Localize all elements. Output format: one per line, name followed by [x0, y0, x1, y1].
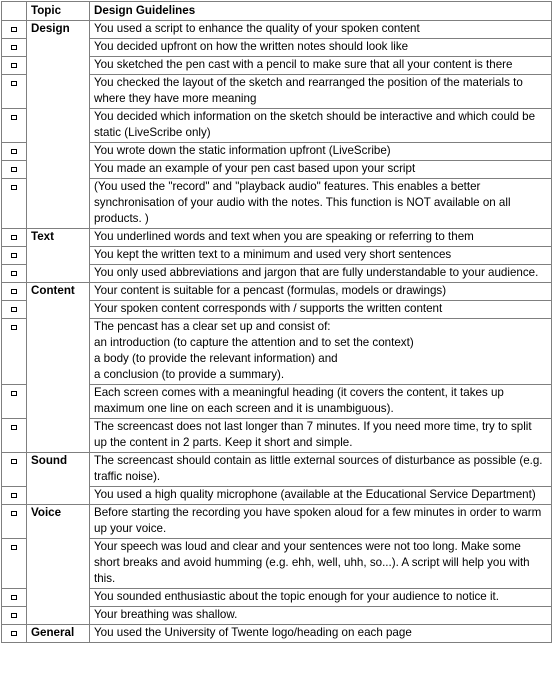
checkbox[interactable] [11, 45, 17, 50]
guideline-row [2, 229, 552, 247]
checkbox[interactable] [11, 595, 17, 600]
guideline-text [90, 607, 552, 625]
guideline-line: Your content is suitable for a pencast (formulas, models or drawings) [94, 284, 447, 297]
checkbox-cell [2, 283, 27, 301]
checkbox[interactable] [11, 253, 17, 258]
guideline-row [2, 75, 552, 109]
topic-cell [27, 75, 90, 109]
topic-cell: General [27, 625, 90, 643]
checkbox-cell [2, 179, 27, 229]
guideline-line: The screencast does not last longer than 7 minutes. If you need more time, try to split up the content in 2 parts. Keep it short and simple. [94, 420, 532, 449]
checkbox-cell [2, 57, 27, 75]
guideline-text [90, 419, 552, 453]
checkbox-cell [2, 487, 27, 505]
guideline-row [2, 319, 552, 385]
guideline-row [2, 247, 552, 265]
checkbox-cell [2, 229, 27, 247]
guideline-text [90, 319, 552, 385]
checkbox-cell [2, 385, 27, 419]
guideline-line: a conclusion (to provide a summary). [94, 368, 285, 381]
guideline-text [90, 487, 552, 505]
topic-cell [27, 57, 90, 75]
topic-cell: Design [27, 21, 90, 39]
checkbox-cell [2, 419, 27, 453]
checkbox-cell [2, 265, 27, 283]
checkbox[interactable] [11, 81, 17, 86]
header-row [2, 2, 552, 21]
guideline-line: You underlined words and text when you are speaking or referring to them [94, 230, 474, 243]
checkbox[interactable] [11, 511, 17, 516]
guideline-row [2, 161, 552, 179]
checkbox[interactable] [11, 63, 17, 68]
topic-cell [27, 109, 90, 143]
checkbox-cell [2, 625, 27, 643]
checkbox-cell [2, 39, 27, 57]
checkbox-cell [2, 161, 27, 179]
guideline-line: You made an example of your pen cast based upon your script [94, 162, 416, 175]
guideline-text [90, 265, 552, 283]
guideline-line: You checked the layout of the sketch and rearranged the position of the materials to where they have more meaning [94, 76, 523, 105]
guideline-line: Your breathing was shallow. [94, 608, 238, 621]
topic-cell: Sound [27, 453, 90, 487]
guideline-text [90, 247, 552, 265]
topic-cell [27, 539, 90, 589]
guideline-text [90, 539, 552, 589]
guideline-line: Each screen comes with a meaningful heading (it covers the content, it takes up maximum one line on each screen and it is unambiguous). [94, 386, 504, 415]
guideline-row [2, 265, 552, 283]
guideline-row [2, 625, 552, 643]
guideline-line: The pencast has a clear set up and consist of: [94, 320, 331, 333]
guideline-line: You only used abbreviations and jargon that are fully understandable to your audience. [94, 266, 539, 279]
header-check-cell [2, 2, 27, 21]
checkbox[interactable] [11, 493, 17, 498]
topic-cell [27, 385, 90, 419]
checkbox[interactable] [11, 425, 17, 430]
checkbox-cell [2, 21, 27, 39]
checkbox[interactable] [11, 27, 17, 32]
checkbox[interactable] [11, 391, 17, 396]
guideline-line: You wrote down the static information upfront (LiveScribe) [94, 144, 391, 157]
topic-cell [27, 247, 90, 265]
guideline-row [2, 607, 552, 625]
guideline-text [90, 589, 552, 607]
checkbox[interactable] [11, 613, 17, 618]
checkbox[interactable] [11, 235, 17, 240]
checkbox[interactable] [11, 149, 17, 154]
guideline-line: You used the University of Twente logo/heading on each page [94, 626, 412, 639]
guideline-row [2, 39, 552, 57]
checkbox[interactable] [11, 271, 17, 276]
guideline-line: Before starting the recording you have spoken aloud for a few minutes in order to warm up your voice. [94, 506, 542, 535]
checkbox[interactable] [11, 459, 17, 464]
guideline-line: You used a script to enhance the quality of your spoken content [94, 22, 420, 35]
checkbox-cell [2, 607, 27, 625]
checkbox[interactable] [11, 115, 17, 120]
guideline-text [90, 301, 552, 319]
guideline-row [2, 21, 552, 39]
guideline-line: an introduction (to capture the attention and to set the context) [94, 336, 414, 349]
topic-cell [27, 143, 90, 161]
guideline-line: You decided upfront on how the written notes should look like [94, 40, 409, 53]
guideline-text [90, 21, 552, 39]
checkbox-cell [2, 453, 27, 487]
guideline-row [2, 301, 552, 319]
design-guidelines-table [1, 1, 552, 643]
guideline-text [90, 453, 552, 487]
guideline-line: You used a high quality microphone (available at the Educational Service Department) [94, 488, 536, 501]
topic-cell [27, 39, 90, 57]
checkbox[interactable] [11, 631, 17, 636]
checkbox[interactable] [11, 185, 17, 190]
guideline-line: Your spoken content corresponds with / supports the written content [94, 302, 443, 315]
guideline-text [90, 283, 552, 301]
checkbox-cell [2, 75, 27, 109]
guideline-line: a body (to provide the relevant information) and [94, 352, 338, 365]
guideline-line: Your speech was loud and clear and your sentences were not too long. Make some short breaks and avoid humming (e.g. ehh, well, uhh, so...). A script will help you with this. [94, 540, 530, 585]
guideline-text [90, 179, 552, 229]
guideline-text [90, 57, 552, 75]
guideline-row [2, 505, 552, 539]
header-topic: Topic [27, 2, 90, 21]
topic-cell [27, 265, 90, 283]
checkbox[interactable] [11, 167, 17, 172]
guideline-line: You decided which information on the sketch should be interactive and which could be static (LiveScribe only) [94, 110, 536, 139]
checkbox-cell [2, 301, 27, 319]
topic-cell [27, 589, 90, 607]
guideline-line: You kept the written text to a minimum and used very short sentences [94, 248, 452, 261]
guideline-row [2, 109, 552, 143]
topic-cell: Text [27, 229, 90, 247]
guideline-row [2, 453, 552, 487]
checkbox-cell [2, 319, 27, 385]
guideline-text [90, 39, 552, 57]
guideline-row [2, 143, 552, 161]
topic-cell [27, 607, 90, 625]
guideline-row [2, 283, 552, 301]
checkbox-cell [2, 143, 27, 161]
checkbox[interactable] [11, 307, 17, 312]
guideline-text [90, 109, 552, 143]
guideline-text [90, 505, 552, 539]
guideline-text [90, 75, 552, 109]
topic-cell: Content [27, 283, 90, 301]
checkbox-cell [2, 589, 27, 607]
guideline-row [2, 57, 552, 75]
topic-cell [27, 161, 90, 179]
topic-cell [27, 179, 90, 229]
topic-cell [27, 419, 90, 453]
topic-cell [27, 487, 90, 505]
guideline-text [90, 625, 552, 643]
checkbox-cell [2, 539, 27, 589]
guideline-text [90, 385, 552, 419]
guideline-line: You sounded enthusiastic about the topic enough for your audience to notice it. [94, 590, 499, 603]
guideline-text [90, 161, 552, 179]
header-guidelines: Design Guidelines [90, 2, 552, 21]
guideline-row [2, 419, 552, 453]
topic-cell [27, 319, 90, 385]
guideline-line: (You used the "record" and "playback audio" features. This enables a better synchronisation of your audio with the notes. This function is NOT available on all products. ) [94, 180, 511, 225]
guideline-row [2, 589, 552, 607]
checkbox-cell [2, 109, 27, 143]
topic-cell: Voice [27, 505, 90, 539]
guideline-row [2, 487, 552, 505]
checkbox[interactable] [11, 289, 17, 294]
guideline-text [90, 229, 552, 247]
guideline-row [2, 539, 552, 589]
topic-cell [27, 301, 90, 319]
guideline-line: You sketched the pen cast with a pencil to make sure that all your content is there [94, 58, 513, 71]
checkbox[interactable] [11, 545, 17, 550]
checkbox[interactable] [11, 325, 17, 330]
guideline-text [90, 143, 552, 161]
checkbox-cell [2, 247, 27, 265]
guideline-line: The screencast should contain as little external sources of disturbance as possible (e.g. traffic noise). [94, 454, 543, 483]
guideline-row [2, 385, 552, 419]
guideline-row [2, 179, 552, 229]
checkbox-cell [2, 505, 27, 539]
